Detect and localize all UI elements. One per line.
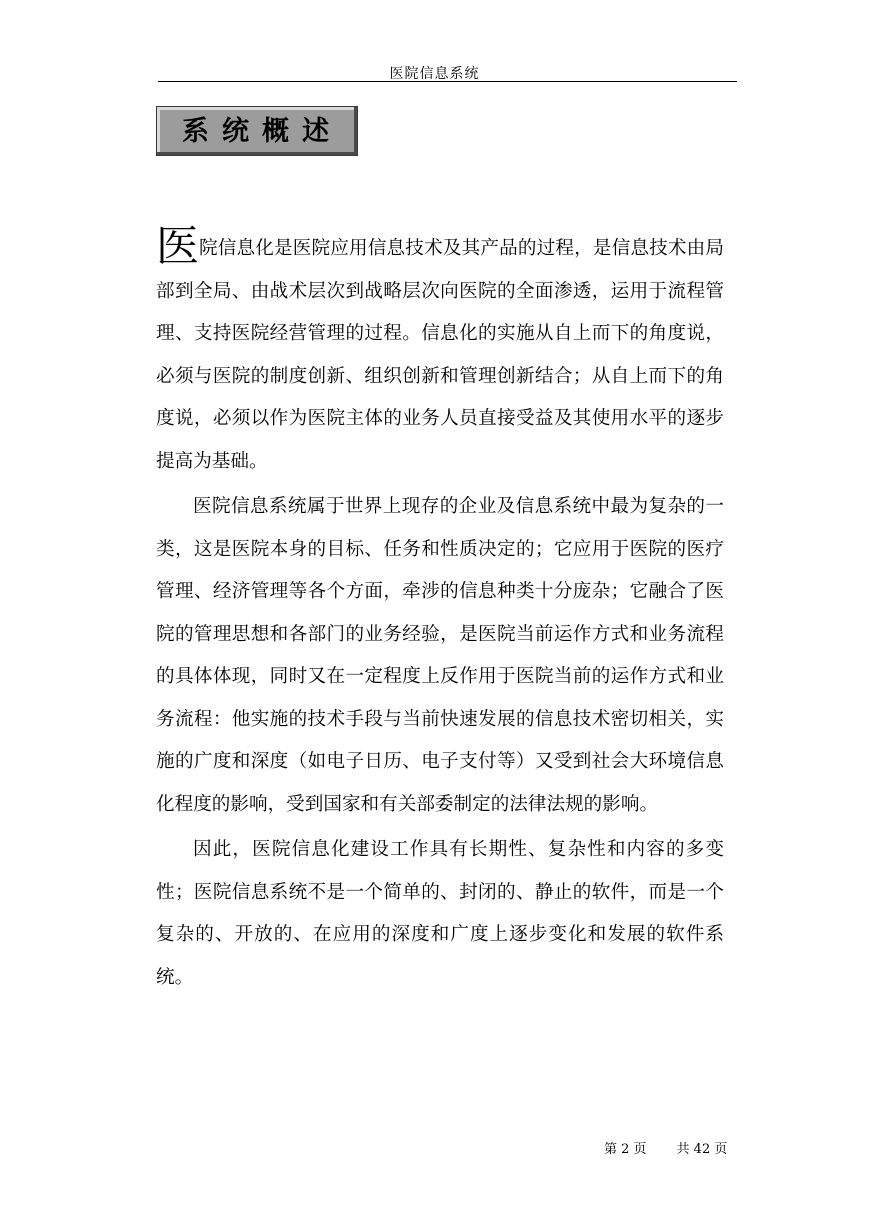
paragraph-2: 医院信息系统属于世界上现存的企业及信息系统中最为复杂的一类，这是医院本身的目标、任务和性质决定的；它应用于医院的医疗管理、经济管理等各个方面，牵涉的信息种类十分庞杂；它融合了医院的管理思想和各部门的业务经验，是医院当前运作方式和业务流程的具体体现，同时又在一定程度上反作用于医院当前的运作方式和业务流程：他实施的技术手段与当前快速发展的信息技术密切相关，实施的广度和深度（如电子日历、电子支付等）又受到社会大环境信息化程度的影响，受到国家和有关部委制定的法律法规的影响。 <box>156 496 724 815</box>
paragraph-3: 因此，医院信息化建设工作具有长期性、复杂性和内容的多变性；医院信息系统不是一个简单的、封闭的、静止的软件，而是一个复杂的、开放的、在应用的深度和广度上逐步变化和发展的软件系统。 <box>156 839 724 988</box>
running-header: 医院信息系统 <box>389 66 480 82</box>
body-content <box>156 222 724 999</box>
drop-cap: 医 <box>156 222 199 272</box>
paragraph-1 <box>156 222 724 483</box>
header-rule <box>158 81 737 82</box>
paragraph-1-text: 院信息化是医院应用信息技术及其产品的过程，是信息技术由局部到全局、由战术层次到战略层次向医院的全面渗透，运用于流程管理、支持医院经营管理的过程。信息化的实施从自上而下的角度说，必须与医院的制度创新、组织创新和管理创新结合；从自上而下的角度说，必须以作为医院主体的业务人员直接受益及其使用水平的逐步提高为基础。 <box>156 238 724 472</box>
section-title: 系统概述 <box>182 116 342 147</box>
page-total: 共 42 页 <box>676 1142 728 1157</box>
section-title-box <box>156 106 358 156</box>
page-number: 第 2 页 <box>604 1142 647 1157</box>
page-footer <box>604 1138 727 1157</box>
